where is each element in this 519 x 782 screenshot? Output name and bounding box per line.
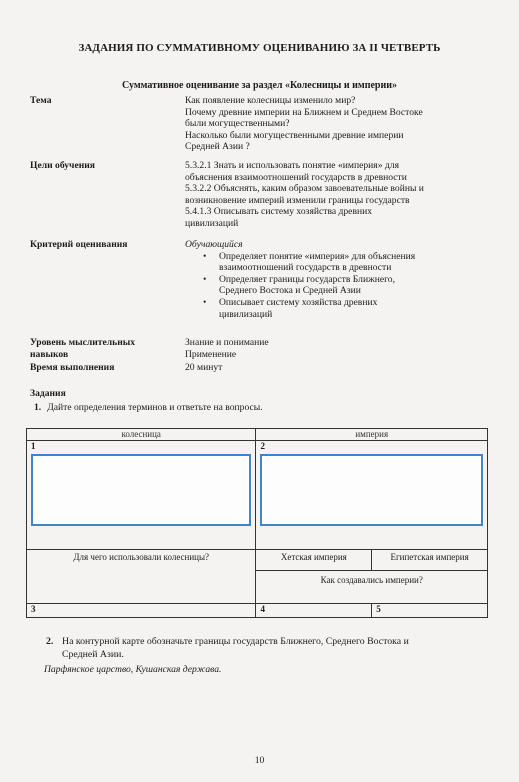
topic-line: были могущественными? (185, 118, 290, 130)
answer-cell-2 (256, 441, 488, 550)
criteria-label: Критерий оценивания (30, 239, 128, 250)
bullet-icon: • (203, 250, 207, 262)
table-row (27, 604, 488, 618)
topic-line: Средней Азии ? (185, 141, 250, 153)
time-value: 20 минут (185, 362, 223, 373)
criteria-item (185, 251, 485, 274)
cell-5[interactable]: 5 (372, 604, 488, 618)
topic-label: Тема (30, 95, 52, 106)
page-title: ЗАДАНИЯ ПО СУММАТИВНОМУ ОЦЕНИВАНИЮ ЗА II ЧЕТВЕРТЬ (78, 42, 441, 54)
task-1-table (26, 428, 488, 618)
criteria-item-line: Описывает систему хозяйства древних (219, 296, 378, 308)
criteria-item-line: Среднего Востока и Средней Азии (219, 285, 361, 297)
bullet-icon: • (203, 296, 207, 308)
topic-value (185, 95, 485, 153)
goals-value (185, 160, 485, 230)
criteria-item (185, 297, 485, 320)
goals-line: возникновение империй изменили границы государств (185, 194, 410, 206)
criteria-item-line: Определяет понятие «империя» для объяснения (219, 250, 416, 262)
egyptian-empire-cell: Египетская империя (372, 550, 488, 571)
goals-label: Цели обучения (30, 160, 95, 171)
header-empire: империя (256, 429, 488, 441)
topic-line: Почему древние империи на Ближнем и Среднем Востоке (185, 106, 423, 118)
task-1-text: Дайте определения терминов и ответьте на вопросы. (47, 402, 263, 413)
question-empire: Как создавались империи? (256, 571, 488, 604)
level-value (185, 337, 485, 360)
criteria-item-line: Определяет границы государств Ближнего, (219, 273, 396, 285)
goals-line: 5.4.1.3 Описывать систему хозяйства древних (185, 206, 373, 218)
criteria-item-line: цивилизаций (219, 308, 273, 320)
header-chariot: колесница (27, 429, 256, 441)
cell-number: 1 (31, 441, 36, 451)
page-number: 10 (254, 755, 265, 766)
section-subtitle: Суммативное оценивание за раздел «Колесницы и империи» (122, 80, 397, 91)
criteria-item (185, 274, 485, 297)
table-row (27, 550, 488, 571)
criteria-intro: Обучающийся (185, 239, 243, 250)
task-2-line: На контурной карте обозначьте границы государств Ближнего, Среднего Востока и (62, 636, 409, 647)
cell-number: 2 (260, 441, 265, 451)
cell-4[interactable]: 4 (256, 604, 372, 618)
task-1 (34, 402, 263, 413)
table-header-row (27, 429, 488, 441)
answer-cell-1 (27, 441, 256, 550)
level-label-line: навыков (30, 348, 69, 360)
question-chariot: Для чего использовали колесницы? (27, 550, 256, 604)
answer-box-2[interactable] (260, 454, 483, 526)
criteria-list (185, 251, 485, 321)
table-row (27, 441, 488, 550)
criteria-item-line: взаимоотношений государств в древности (219, 262, 392, 274)
task-2 (46, 636, 486, 661)
topic-line: Насколько были могущественными древние империи (185, 129, 404, 141)
task-2-line: Средней Азии. (62, 648, 124, 660)
goals-line: 5.3.2.1 Знать и использовать понятие «империя» для (185, 160, 399, 171)
topic-line: Как появление колесницы изменило мир? (185, 95, 356, 106)
task-1-number: 1. (34, 402, 42, 413)
goals-line: объяснения взаимоотношений государств в древности (185, 171, 407, 183)
goals-line: 5.3.2.2 Объяснять, каким образом завоевательные войны и (185, 183, 424, 195)
level-label (30, 337, 180, 360)
level-line: Применение (185, 348, 237, 360)
time-label: Время выполнения (30, 362, 115, 373)
task-2-number: 2. (46, 636, 54, 647)
level-line: Знание и понимание (185, 337, 269, 348)
level-label-line: Уровень мыслительных (30, 337, 136, 348)
cell-3[interactable]: 3 (27, 604, 256, 618)
bullet-icon: • (203, 273, 207, 285)
tasks-heading: Задания (30, 388, 66, 399)
criteria-value (185, 239, 485, 320)
hittite-empire-cell: Хетская империя (256, 550, 372, 571)
goals-line: цивилизаций (185, 217, 239, 229)
answer-box-1[interactable] (31, 454, 251, 526)
task-2-note: Парфянское царство, Кушанская держава. (44, 664, 222, 675)
